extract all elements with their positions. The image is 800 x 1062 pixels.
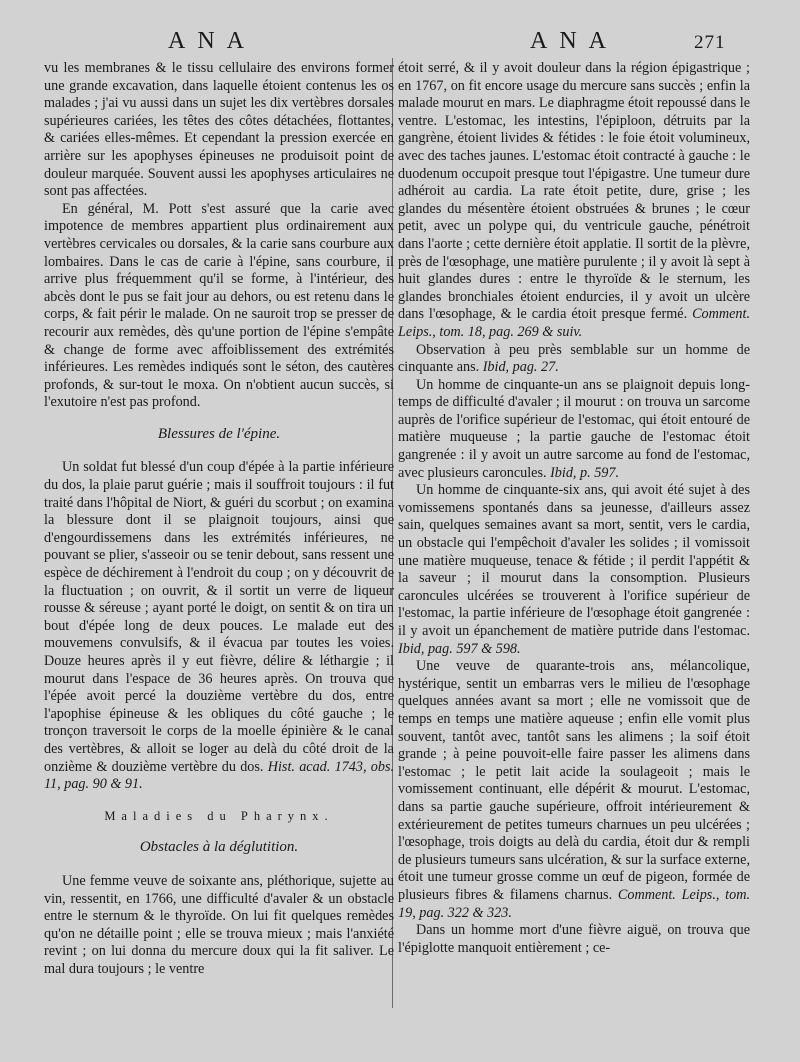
paragraph: En général, M. Pott s'est assuré que la carie avec impotence de membres appartient plus ordinairement aux vertèbres cervicales ou dorsales, & la carie sans courbure aux lombaires. Dans le cas de carie à l'épine, sans courbure, il arrive plus fréquemment qu'il se forme, à l'intérieur, des abcès dont le pus se fait jour au dehors, ou est retenu dans le corps, & fait périr le malade. On ne sauroit trop se presser de recourir aux remèdes, dès qu'une portion de l'épine s'empâte & change de forme avec affoiblissement des extrémités inférieures. Les remèdes indiqués sont le séton, des cautères profonds, & sur-tout le moxa. On n'obtient aucun succès, si l'exutoire n'est pas profond. <box>44 200 394 411</box>
paragraph: vu les membranes & le tissu cellulaire des environs former une grande excavation, dans laquelle étoient contenus les os malades ; j'ai vu aussi dans un sujet les dix vertèbres dorsales supérieures cariées, les têtes des côtes détachées, flottantes, & cariées elles-mêmes. Et cependant la pression exercée en arrière sur les apophyses épineuses ne produisoit point de douleur marquée. Souvent aussi les apophyses articulaires ne sont pas affectées. <box>44 60 394 200</box>
paragraph-text: Une veuve de quarante-trois ans, mélancolique, hystérique, sentit un embarras vers le milieu de l'œsophage quelques années avant sa mort ; elle ne vomissoit que de temps en temps une matière aqueuse ; enfin elle vomit plus souvent, tantôt avec, tantôt sans les alimens ; la soif étoit grande ; à peine pouvoit-elle faire passer les alimens dans l'estomac ; le petit lait acide la soulageoit ; mais le vomissement continuant, elle dépérit & mourut. L'estomac, dans sa partie gauche supérieure, offroit intérieurement & extérieurement de petites tumeurs charnues un peu ulcérées ; l'œsophage, trois doigts au delà du cardia, étoit dur & rempli de plusieurs tumeurs sans ulcération, & sur la surface externe, étoit une tumeur grosse comme un œuf de pigeon, formée de plusieurs fibres & filamens charnus. <box>398 658 750 903</box>
citation: Ibid, pag. 597 & 598. <box>398 640 521 657</box>
paragraph-text: étoit serré, & il y avoit douleur dans la région épigastrique ; en 1767, on fit encore usage du mercure sans succès ; enfin la malade mourut en mars. Le diaphragme étoit repoussé dans le ventre. L'estomac, les intestins, l'épiploon, détruits par la gangrène, étoient livides & fétides : le foie étoit volumineux, avec des taches jaunes. L'estomac étoit contracté à gauche : le duodenum occupoit presque tout l'épigastre. Une tumeur dure adhéroit au cardia. La rate étoit petite, dure, grise ; les glandes du mésentère étoient obstruées & brunes ; le cœur petit, avec un polype qui, du ventricule gauche, pénétroit dans l'aorte ; cette dernière étoit applatie. Il sortit de la plèvre, près de l'œsophage, une matière purulente ; il y avoit là sept à huit glandes dures : entre le thyroïde & le sternum, les glandes bronchiales étoient endurcies, il y avoit un ulcère dans l'œsophage, & le cardia étoit presque fermé. <box>398 60 750 323</box>
paragraph <box>398 658 750 922</box>
paragraph: Dans un homme mort d'une fièvre aiguë, on trouva que l'épiglotte manquoit entièrement ; ce- <box>398 922 750 956</box>
paragraph <box>398 60 750 342</box>
paragraph-text: Observation à peu près semblable sur un homme de cinquante ans. <box>398 341 750 376</box>
citation: Hist. acad. 1743, obs. 11, pag. 90 & 91. <box>44 758 395 793</box>
header-left-title: ANA <box>168 28 256 54</box>
paragraph <box>398 482 750 658</box>
citation: Ibid, pag. 27. <box>482 359 559 376</box>
running-header <box>0 28 800 54</box>
header-right-title: ANA <box>530 28 618 54</box>
left-column <box>44 60 394 979</box>
citation: Comment. Leips., tom. 18, pag. 269 & suiv. <box>398 306 750 340</box>
section-heading: Maladies du Pharynx. <box>104 808 334 823</box>
paragraph <box>398 377 750 483</box>
paragraph <box>398 342 750 377</box>
paragraph-text: Un soldat fut blessé d'un coup d'épée à la partie inférieure du dos, la plaie parut guérie ; mais il souffroit toujours : il fut traité dans l'hôpital de Niort, & guéri du scorbut ; on examina la blessure dont il se plaignoit toujours, ainsi que d'engourdissemens dans les extrémités inférieures, ne pouvant se plier, s'asseoir ou se tenir debout, sans ressent une espèce de déchirement à l'endroit du coup ; on y découvrit de la fluctuation ; on ouvrit, & il sortit un verre de liqueur rousse & séreuse ; ayant porté le doigt, on sentit & on tira un bout d'épée long de deux pouces. Le malade eut des mouvemens convulsifs, & il évacua par toutes les voies. Douze heures après il y eut fièvre, délire & léthargie ; il mourut dans l'espace de 36 heures après. On trouva que l'épée avoit percé la douzième vertèbre du dos, entre l'apophise épineuse & les obliques du côté gauche ; le tronçon traversoit le corps de la moelle épinière & le canal des vertèbres, & alloit se loger au delà du côté droit de la onzième & douzième vertèbre du dos. <box>44 459 394 775</box>
citation: Ibid, p. 597. <box>550 464 620 481</box>
paragraph-text: Un homme de cinquante-six ans, qui avoit été sujet à des vomissemens spontanés dans sa jeunesse, d'ailleurs assez sain, quelques semaines avant sa mort, sentit, vers le cardia, un obstacle qui l'empêchoit d'avaler les solides ; il vomissoit une matière muqueuse, tenace & fétide ; il perdit l'appétit & la saveur ; il mourut dans la consomption. Plusieurs caroncules ulcérées se trouverent à l'orifice supérieur de l'estomac, la partie inférieure de l'œsophage étoit gangrenée : il y avoit un épanchement de matière putride dans l'estomac. <box>398 482 750 639</box>
subheading: Obstacles à la déglutition. <box>139 839 299 856</box>
paragraph <box>44 459 394 793</box>
paragraph-text: Un homme de cinquante-un ans se plaignoit depuis long-temps de difficulté d'avaler ; il mourut : on trouva un sarcome auprès de l'orifice supérieur de l'estomac, qui étoit entouré de matière muqueuse ; la partie gauche de l'estomac étoit gangrenée : il y avoit un autre sarcome au fond de l'estomac, avec plusieurs caroncules. <box>398 376 750 481</box>
page-number: 271 <box>694 32 726 53</box>
right-column <box>398 60 750 957</box>
paragraph: Une femme veuve de soixante ans, pléthorique, sujette au vin, ressentit, en 1766, une difficulté d'avaler & un obstacle entre le sternum & le thyroïde. On lui fit quelques remèdes qu'on ne détaille point ; elle se trouva mieux ; mais l'anxiété revint ; on lui donna du mercure doux qui la fit saliver. Le mal dura toujours ; le ventre <box>44 872 394 977</box>
citation: Comment. Leips., tom. 19, pag. 322 & 323. <box>398 886 751 921</box>
subheading: Blessures de l'épine. <box>157 425 281 442</box>
